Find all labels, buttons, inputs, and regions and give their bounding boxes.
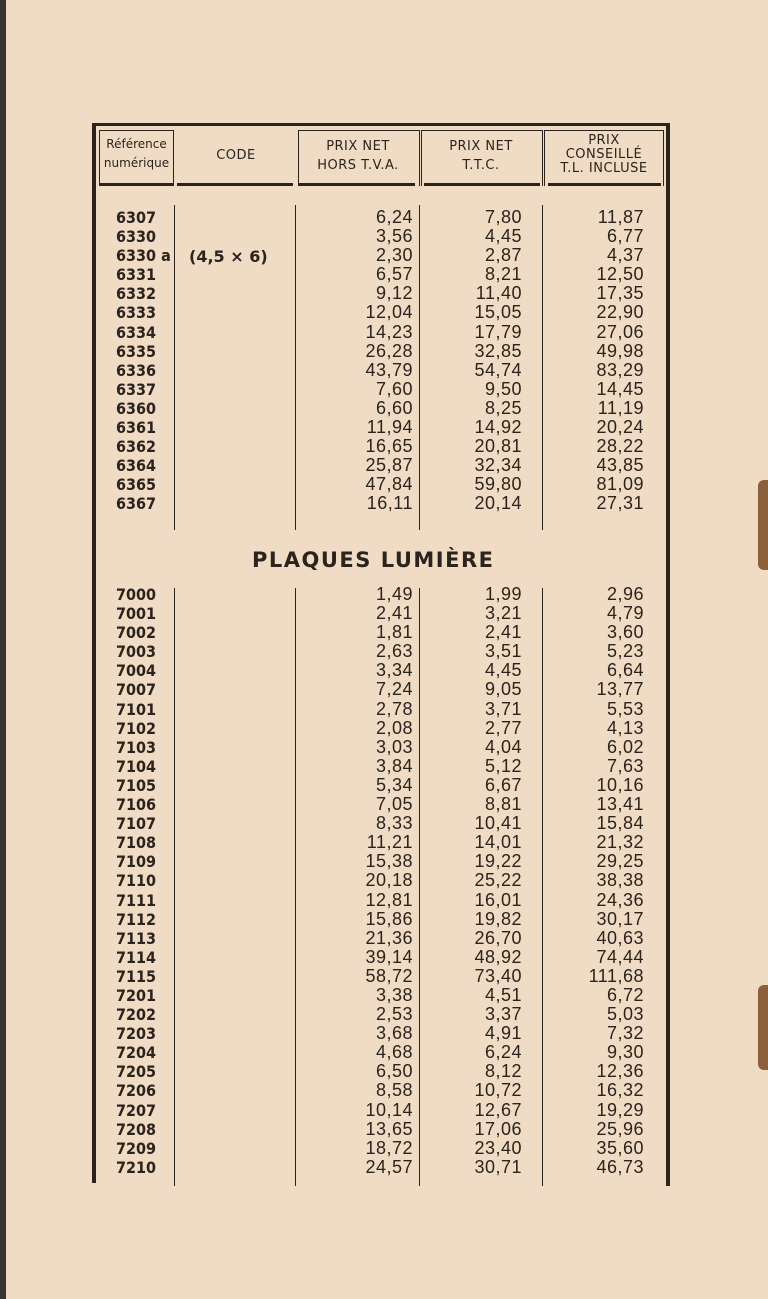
conseille-cell: 13,77 <box>596 679 644 700</box>
net-ttc-cell: 6,24 <box>484 1042 522 1063</box>
net-ttc-cell: 10,72 <box>474 1080 522 1101</box>
reference-cell: 7004 <box>116 661 157 681</box>
net-ht-cell: 6,50 <box>375 1061 413 1082</box>
net-ht-cell: 8,58 <box>375 1080 413 1101</box>
net-ttc-cell: 8,12 <box>484 1061 522 1082</box>
reference-cell: 7000 <box>116 585 157 604</box>
conseille-cell: 43,85 <box>596 455 644 476</box>
conseille-cell: 21,32 <box>596 832 644 853</box>
conseille-cell: 19,29 <box>596 1099 644 1120</box>
net-ht-cell: 16,65 <box>365 436 413 457</box>
reference-cell: 6334 <box>116 322 157 342</box>
net-ht-cell: 21,36 <box>365 927 413 948</box>
net-ht-cell: 58,72 <box>365 965 413 986</box>
net-ttc-cell: 59,80 <box>474 474 522 495</box>
net-ttc-cell: 3,21 <box>484 603 522 624</box>
net-ttc-cell: 15,05 <box>474 302 522 323</box>
section1-net-ttc-column <box>474 208 522 514</box>
net-ttc-cell: 54,74 <box>474 359 522 380</box>
conseille-cell: 13,41 <box>596 794 644 815</box>
section2-net-ht-column <box>365 585 413 1177</box>
net-ttc-cell: 9,50 <box>484 378 522 399</box>
reference-cell: 7113 <box>116 928 157 948</box>
burn-mark <box>758 985 768 1070</box>
header-net-ht-line2: HORS T.V.A. <box>317 158 399 173</box>
section2-net-ttc-column <box>474 585 522 1177</box>
reference-cell: 7110 <box>116 871 157 891</box>
net-ttc-cell: 30,71 <box>474 1156 522 1177</box>
reference-cell: 6367 <box>116 494 157 514</box>
reference-cell: 6330 <box>116 227 157 247</box>
section-title: PLAQUES LUMIÈRE <box>252 548 495 572</box>
reference-cell: 6364 <box>116 456 157 476</box>
net-ht-cell: 47,84 <box>365 474 413 495</box>
conseille-cell: 6,02 <box>606 736 644 757</box>
section1-conseille-column <box>596 208 644 514</box>
reference-cell: 7003 <box>116 642 157 662</box>
net-ht-cell: 18,72 <box>365 1137 413 1158</box>
reference-cell: 7001 <box>116 604 157 624</box>
reference-cell: 7112 <box>116 909 157 929</box>
net-ttc-cell: 19,22 <box>474 851 522 872</box>
reference-cell: 7105 <box>116 775 157 795</box>
header-rule <box>298 183 415 186</box>
net-ttc-cell: 2,87 <box>484 245 522 266</box>
header-rule <box>548 183 661 186</box>
conseille-cell: 14,45 <box>596 378 644 399</box>
reference-cell: 7209 <box>116 1138 157 1158</box>
conseille-cell: 35,60 <box>596 1137 644 1158</box>
reference-cell: 7104 <box>116 756 157 776</box>
reference-cell: 6333 <box>116 303 157 323</box>
header-net-ttc <box>421 139 541 173</box>
net-ttc-cell: 6,67 <box>484 774 522 795</box>
conseille-cell: 7,63 <box>606 755 644 776</box>
section2-reference-column <box>116 585 156 1177</box>
net-ttc-cell: 26,70 <box>474 927 522 948</box>
net-ht-cell: 13,65 <box>365 1118 413 1139</box>
column-divider <box>542 205 543 530</box>
net-ttc-cell: 20,14 <box>474 493 522 514</box>
net-ttc-cell: 20,81 <box>474 436 522 457</box>
net-ttc-cell: 2,77 <box>484 717 522 738</box>
net-ht-cell: 8,33 <box>375 813 413 834</box>
header-reference-line1: Référence <box>106 137 167 151</box>
header-net-ht-line1: PRIX NET <box>326 139 390 154</box>
net-ttc-cell: 4,51 <box>484 984 522 1005</box>
conseille-cell: 38,38 <box>596 870 644 891</box>
header-net-ttc-line1: PRIX NET <box>449 139 513 154</box>
reference-cell: 7208 <box>116 1119 157 1139</box>
net-ttc-cell: 17,06 <box>474 1118 522 1139</box>
header-rule <box>99 183 173 186</box>
net-ht-cell: 14,23 <box>365 321 413 342</box>
header-conseille-line1: PRIX <box>588 133 620 148</box>
conseille-cell: 40,63 <box>596 927 644 948</box>
net-ttc-cell: 17,79 <box>474 321 522 342</box>
reference-cell: 6331 <box>116 265 157 285</box>
conseille-cell: 4,79 <box>606 603 644 624</box>
conseille-cell: 5,23 <box>606 641 644 662</box>
code-label: (4,5 × 6) <box>189 247 268 266</box>
reference-cell: 7115 <box>116 966 157 986</box>
conseille-cell: 25,96 <box>596 1118 644 1139</box>
reference-cell: 7205 <box>116 1062 157 1082</box>
conseille-cell: 22,90 <box>596 302 644 323</box>
net-ht-cell: 12,81 <box>365 889 413 910</box>
conseille-cell: 20,24 <box>596 417 644 438</box>
net-ht-cell: 3,38 <box>375 984 413 1005</box>
conseille-cell: 2,96 <box>606 584 644 604</box>
reference-cell: 6362 <box>116 437 157 457</box>
reference-cell: 7109 <box>116 852 157 872</box>
reference-cell: 7111 <box>116 890 157 910</box>
net-ht-cell: 6,57 <box>375 264 413 285</box>
net-ht-cell: 7,05 <box>375 794 413 815</box>
conseille-cell: 5,03 <box>606 1004 644 1025</box>
reference-cell: 7207 <box>116 1100 157 1120</box>
conseille-cell: 11,87 <box>597 207 644 227</box>
column-divider <box>174 205 175 530</box>
net-ttc-cell: 8,21 <box>484 264 522 285</box>
net-ht-cell: 9,12 <box>375 283 413 304</box>
net-ht-cell: 10,14 <box>365 1099 413 1120</box>
reference-cell: 6307 <box>116 208 157 227</box>
conseille-cell: 24,36 <box>596 889 644 910</box>
reference-cell: 7107 <box>116 814 157 834</box>
conseille-cell: 9,30 <box>606 1042 644 1063</box>
net-ht-cell: 24,57 <box>365 1156 413 1177</box>
conseille-cell: 111,68 <box>588 965 644 986</box>
net-ht-cell: 6,24 <box>375 207 413 227</box>
net-ht-cell: 3,84 <box>375 755 413 776</box>
column-divider <box>542 588 543 1186</box>
table-frame-left <box>92 123 96 1183</box>
section1-reference-column <box>116 208 171 514</box>
conseille-cell: 10,16 <box>596 774 644 795</box>
conseille-cell: 27,06 <box>596 321 644 342</box>
conseille-cell: 5,53 <box>606 698 644 719</box>
conseille-cell: 6,72 <box>606 984 644 1005</box>
reference-cell: 7210 <box>116 1157 157 1177</box>
net-ttc-cell: 11,40 <box>475 283 522 304</box>
table-frame-top <box>92 123 670 126</box>
net-ht-cell: 43,79 <box>365 359 413 380</box>
net-ttc-cell: 3,71 <box>484 698 522 719</box>
reference-cell: 6335 <box>116 341 157 361</box>
net-ttc-cell: 8,25 <box>484 397 522 418</box>
net-ht-cell: 2,08 <box>375 717 413 738</box>
header-rule <box>177 183 293 186</box>
net-ht-cell: 2,78 <box>375 698 413 719</box>
net-ht-cell: 4,68 <box>375 1042 413 1063</box>
net-ttc-cell: 3,51 <box>484 641 522 662</box>
net-ht-cell: 26,28 <box>365 340 413 361</box>
header-code: CODE <box>216 148 256 163</box>
conseille-cell: 4,37 <box>606 245 644 266</box>
net-ttc-cell: 14,92 <box>474 417 522 438</box>
conseille-cell: 49,98 <box>596 340 644 361</box>
net-ht-cell: 7,24 <box>375 679 413 700</box>
net-ttc-cell: 8,81 <box>484 794 522 815</box>
reference-cell: 6360 <box>116 398 157 418</box>
net-ht-cell: 3,03 <box>375 736 413 757</box>
column-divider <box>419 588 420 1186</box>
net-ttc-cell: 3,37 <box>484 1004 522 1025</box>
net-ttc-cell: 16,01 <box>474 889 522 910</box>
conseille-cell: 12,36 <box>596 1061 644 1082</box>
conseille-cell: 83,29 <box>596 359 644 380</box>
burn-mark <box>758 480 768 570</box>
net-ht-cell: 3,56 <box>375 226 413 247</box>
net-ht-cell: 16,11 <box>366 493 413 514</box>
conseille-cell: 11,19 <box>597 397 644 418</box>
net-ttc-cell: 14,01 <box>474 832 522 853</box>
net-ttc-cell: 25,22 <box>474 870 522 891</box>
net-ht-cell: 2,63 <box>375 641 413 662</box>
table-frame-right <box>666 123 670 1186</box>
reference-cell: 7201 <box>116 985 157 1005</box>
reference-cell: 7114 <box>116 947 157 967</box>
conseille-cell: 74,44 <box>596 946 644 967</box>
conseille-cell: 29,25 <box>596 851 644 872</box>
column-divider <box>174 588 175 1186</box>
conseille-cell: 17,35 <box>596 283 644 304</box>
net-ttc-cell: 4,04 <box>484 736 522 757</box>
header-net-ttc-line2: T.T.C. <box>462 158 500 173</box>
net-ttc-cell: 2,41 <box>484 622 522 643</box>
conseille-cell: 30,17 <box>596 908 644 929</box>
net-ht-cell: 6,60 <box>375 397 413 418</box>
section1-net-ht-column <box>365 208 413 514</box>
net-ht-cell: 7,60 <box>375 378 413 399</box>
net-ht-cell: 1,49 <box>375 584 413 604</box>
conseille-cell: 16,32 <box>596 1080 644 1101</box>
net-ht-cell: 2,30 <box>375 245 413 266</box>
net-ht-cell: 5,34 <box>375 774 413 795</box>
conseille-cell: 4,13 <box>606 717 644 738</box>
net-ttc-cell: 32,34 <box>474 455 522 476</box>
reference-cell: 6365 <box>116 475 157 495</box>
net-ttc-cell: 10,41 <box>474 813 522 834</box>
net-ht-cell: 20,18 <box>365 870 413 891</box>
net-ttc-cell: 32,85 <box>474 340 522 361</box>
conseille-cell: 15,84 <box>596 813 644 834</box>
column-divider <box>419 205 420 530</box>
conseille-cell: 27,31 <box>596 493 644 514</box>
reference-cell: 6332 <box>116 284 157 304</box>
reference-cell: 6336 <box>116 360 157 380</box>
net-ttc-cell: 73,40 <box>474 965 522 986</box>
reference-cell: 7108 <box>116 833 157 853</box>
header-conseille-line2: CONSEILLÉ <box>565 147 643 162</box>
net-ttc-cell: 7,80 <box>484 207 522 227</box>
column-divider <box>295 205 296 530</box>
net-ht-cell: 3,68 <box>375 1023 413 1044</box>
conseille-cell: 3,60 <box>606 622 644 643</box>
net-ttc-cell: 12,67 <box>474 1099 522 1120</box>
net-ttc-cell: 4,45 <box>484 226 522 247</box>
header-reference-line2: numérique <box>103 156 170 170</box>
conseille-cell: 46,73 <box>596 1156 644 1177</box>
reference-cell: 6337 <box>116 379 157 399</box>
net-ht-cell: 2,41 <box>375 603 413 624</box>
reference-cell: 7002 <box>116 623 157 643</box>
reference-cell: 7206 <box>116 1081 157 1101</box>
header-conseille-line3: T.L. INCLUSE <box>560 161 648 176</box>
net-ht-cell: 15,38 <box>365 851 413 872</box>
net-ht-cell: 39,14 <box>365 946 413 967</box>
net-ttc-cell: 48,92 <box>474 946 522 967</box>
reference-cell: 7204 <box>116 1043 157 1063</box>
reference-cell: 6330 a <box>116 246 171 266</box>
reference-cell: 7103 <box>116 737 157 757</box>
header-reference <box>99 137 174 171</box>
conseille-cell: 7,32 <box>606 1023 644 1044</box>
net-ht-cell: 3,34 <box>375 660 413 681</box>
reference-cell: 7202 <box>116 1005 157 1025</box>
reference-cell: 7203 <box>116 1024 157 1044</box>
net-ht-cell: 1,81 <box>375 622 413 643</box>
reference-cell: 6361 <box>116 418 157 438</box>
reference-cell: 7007 <box>116 680 157 700</box>
page-edge <box>0 0 6 1299</box>
reference-cell: 7102 <box>116 718 157 738</box>
header-net-ht <box>298 139 418 173</box>
net-ttc-cell: 9,05 <box>484 679 522 700</box>
column-divider <box>295 588 296 1186</box>
net-ttc-cell: 4,45 <box>484 660 522 681</box>
net-ht-cell: 25,87 <box>365 455 413 476</box>
net-ht-cell: 12,04 <box>365 302 413 323</box>
reference-cell: 7106 <box>116 795 157 815</box>
net-ht-cell: 11,21 <box>366 832 413 853</box>
net-ttc-cell: 1,99 <box>484 584 522 604</box>
net-ht-cell: 2,53 <box>375 1004 413 1025</box>
net-ttc-cell: 4,91 <box>484 1023 522 1044</box>
net-ttc-cell: 19,82 <box>474 908 522 929</box>
section2-conseille-column <box>589 585 644 1177</box>
header-conseille <box>544 134 664 176</box>
net-ttc-cell: 5,12 <box>484 755 522 776</box>
net-ttc-cell: 23,40 <box>474 1137 522 1158</box>
conseille-cell: 81,09 <box>596 474 644 495</box>
net-ht-cell: 11,94 <box>366 417 413 438</box>
net-ht-cell: 15,86 <box>365 908 413 929</box>
conseille-cell: 6,77 <box>606 226 644 247</box>
conseille-cell: 28,22 <box>596 436 644 457</box>
header-rule <box>424 183 540 186</box>
reference-cell: 7101 <box>116 699 157 719</box>
conseille-cell: 12,50 <box>596 264 644 285</box>
conseille-cell: 6,64 <box>606 660 644 681</box>
